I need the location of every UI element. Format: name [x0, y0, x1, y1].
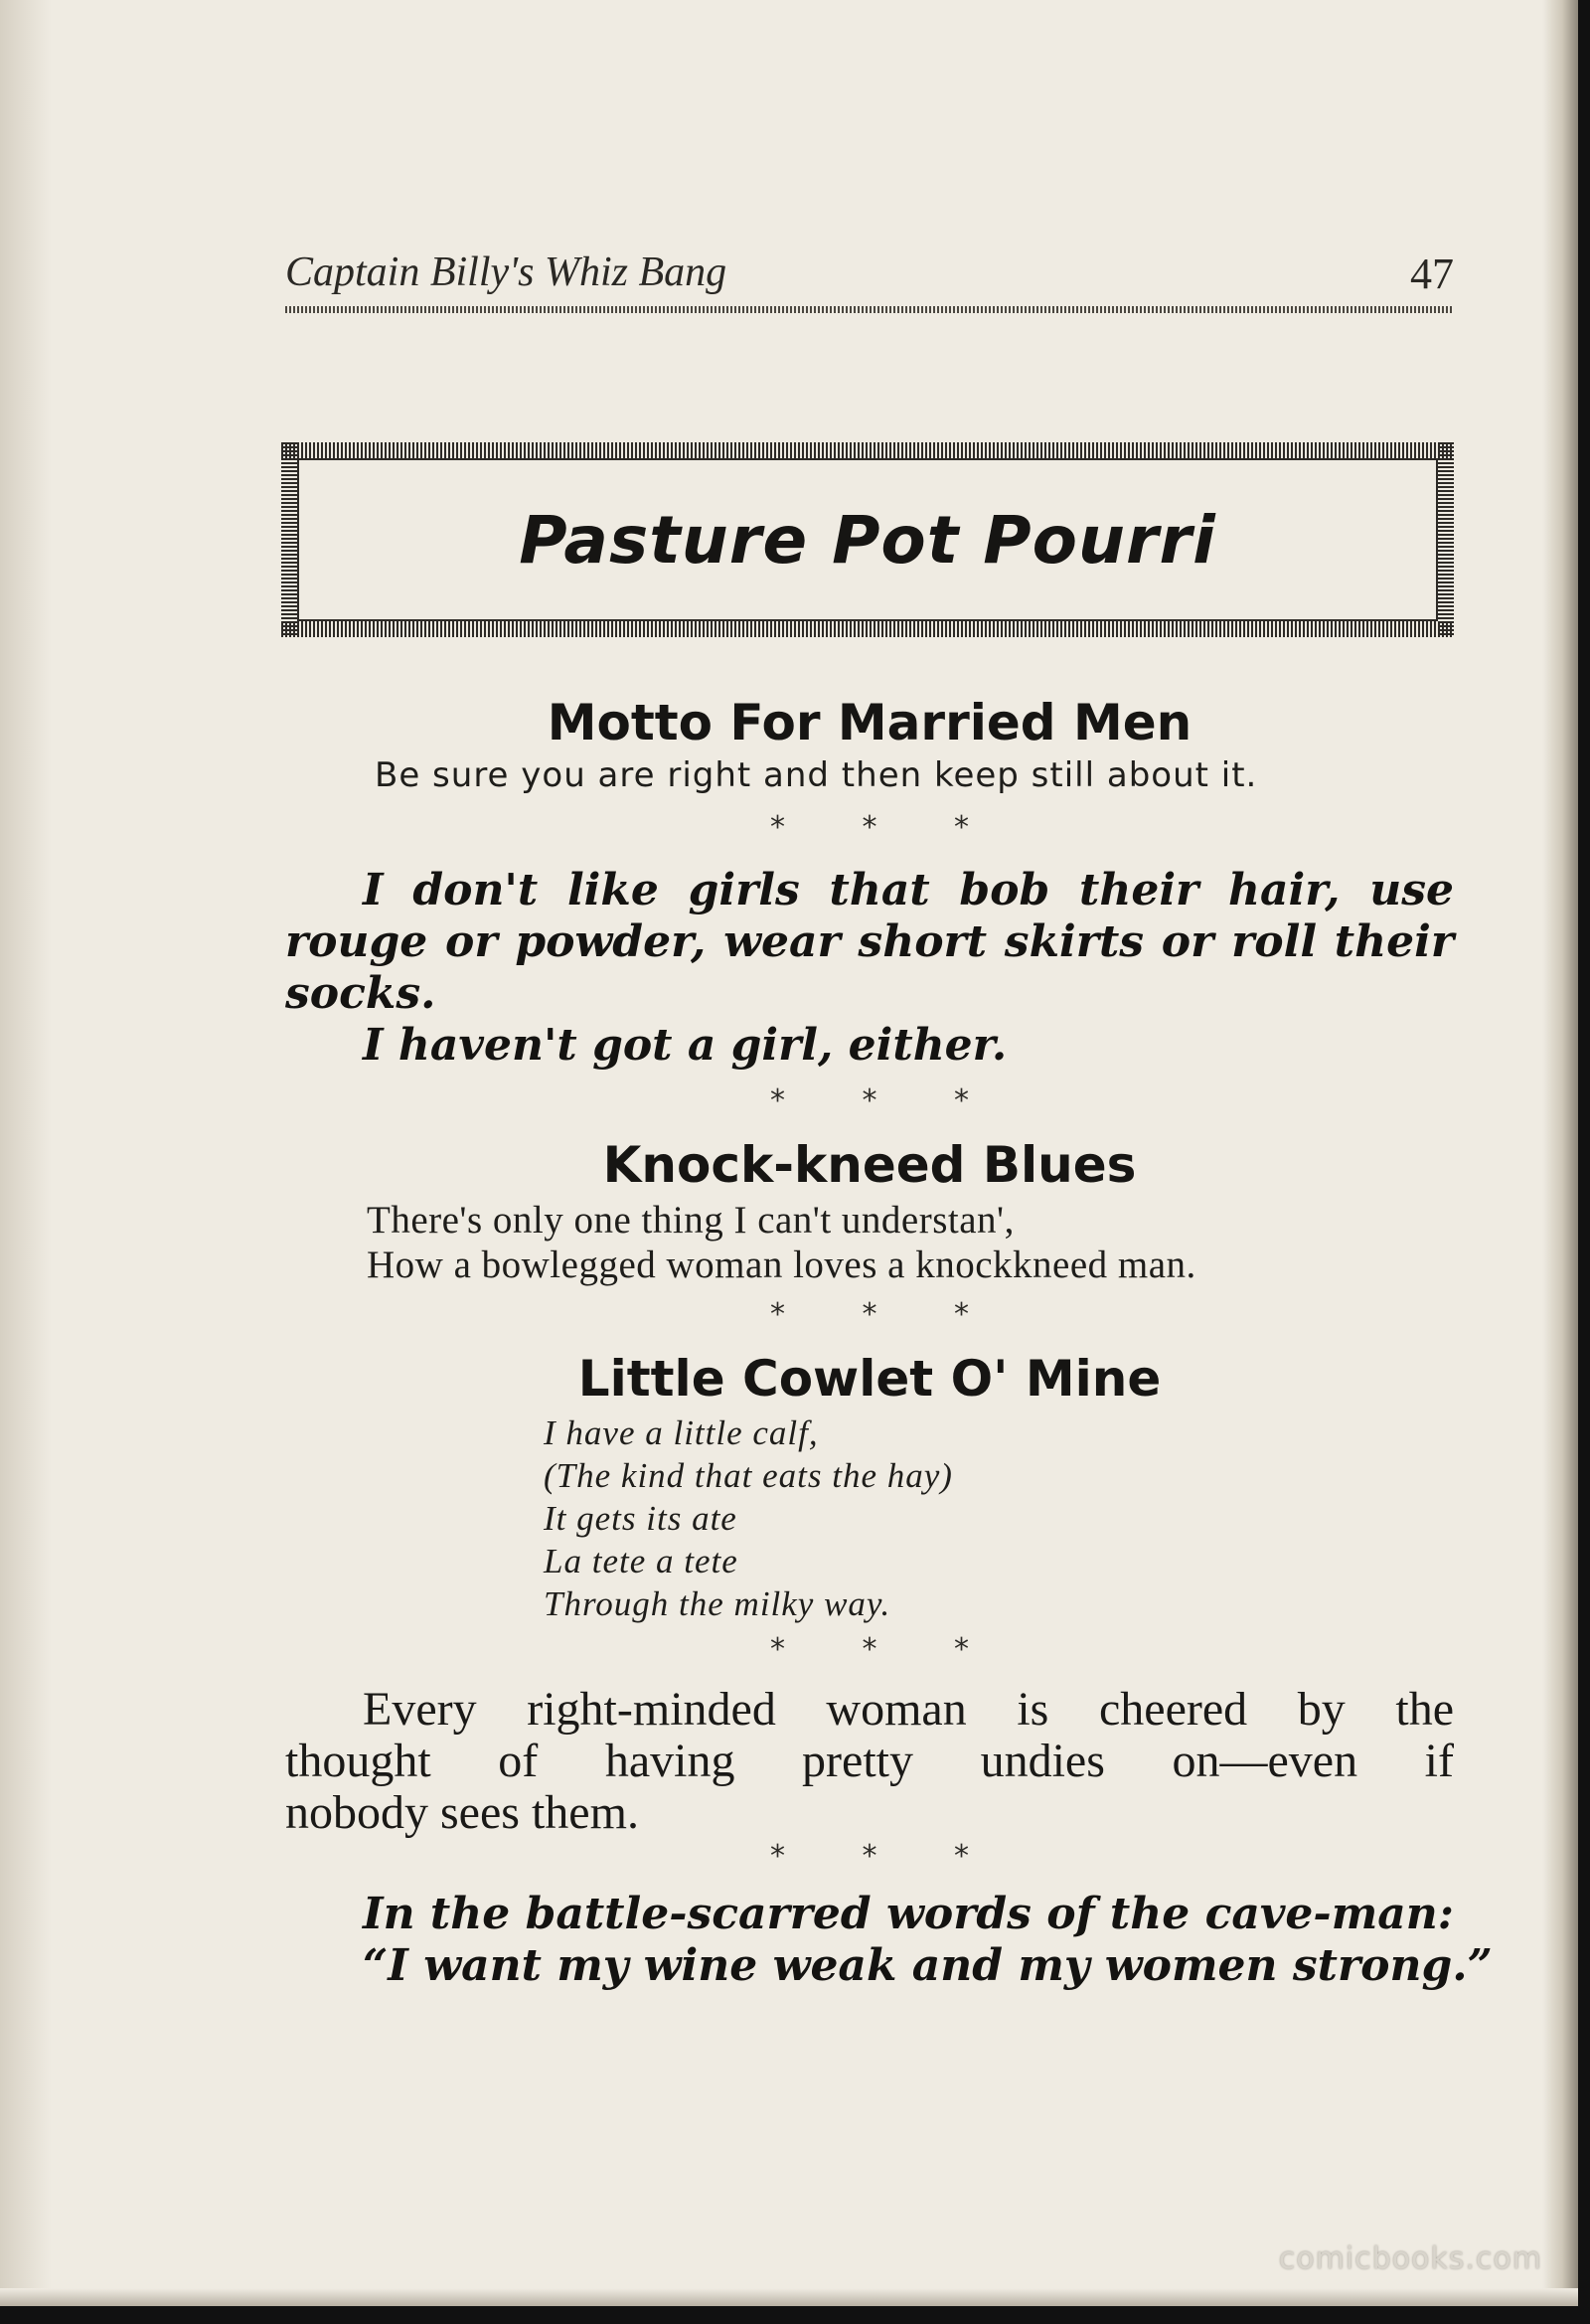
joke-line: I haven't got a girl, either.	[363, 1020, 1008, 1071]
watermark-text: comicbooks.com	[1278, 2241, 1542, 2276]
title-box-border-bottom	[281, 621, 1454, 637]
separator-stars: * * *	[769, 1839, 1004, 1874]
heading-motto: Motto For Married Men	[547, 694, 1192, 751]
poem-line: I have a little calf,	[544, 1413, 819, 1452]
running-title: Captain Billy's Whiz Bang	[285, 249, 727, 295]
joke-line: socks.	[285, 968, 436, 1019]
title-box-border-top	[281, 442, 1454, 458]
page-bottom-shadow	[0, 2288, 1578, 2306]
paragraph-line: nobody sees them.	[285, 1786, 639, 1839]
separator-stars: * * *	[769, 810, 1004, 845]
motto-line: Be sure you are right and then keep still about it.	[375, 755, 1258, 795]
separator-stars: * * *	[769, 1632, 1004, 1667]
heading-knock-kneed-blues: Knock-kneed Blues	[602, 1136, 1137, 1194]
verse-line: There's only one thing I can't understan',	[367, 1199, 1015, 1242]
title-box-border-left	[281, 442, 297, 637]
paragraph-line: thought of having pretty undies on—even if	[285, 1735, 1454, 1787]
joke-line: rouge or powder, wear short skirts or roll their	[285, 916, 1454, 967]
paragraph-line: Every right-minded woman is cheered by the	[363, 1683, 1454, 1736]
poem-line: Through the milky way.	[544, 1584, 891, 1623]
title-box-border-right	[1438, 442, 1454, 637]
poem-line: La tete a tete	[544, 1542, 738, 1580]
running-head	[285, 249, 1454, 304]
page-gutter-shadow	[0, 0, 52, 2306]
page-edge-shadow	[1542, 0, 1578, 2306]
poem-line: It gets its ate	[544, 1499, 737, 1538]
section-title: Pasture Pot Pourri	[519, 501, 1216, 579]
joke-line: I don't like girls that bob their hair, use	[363, 865, 1454, 915]
title-box-inner	[297, 458, 1438, 621]
verse-line: How a bowlegged woman loves a knockkneed man.	[367, 1244, 1196, 1286]
page-number: 47	[1410, 249, 1454, 298]
running-head-rule	[285, 306, 1454, 313]
separator-stars: * * *	[769, 1297, 1004, 1332]
poem-line: (The kind that eats the hay)	[544, 1456, 953, 1495]
heading-little-cowlet: Little Cowlet O' Mine	[577, 1350, 1162, 1408]
quote-line: In the battle-scarred words of the cave-man:	[363, 1889, 1454, 1939]
quote-line: “I want my wine weak and my women strong.”	[363, 1940, 1493, 1991]
section-title-box	[281, 442, 1454, 637]
separator-stars: * * *	[769, 1083, 1004, 1118]
